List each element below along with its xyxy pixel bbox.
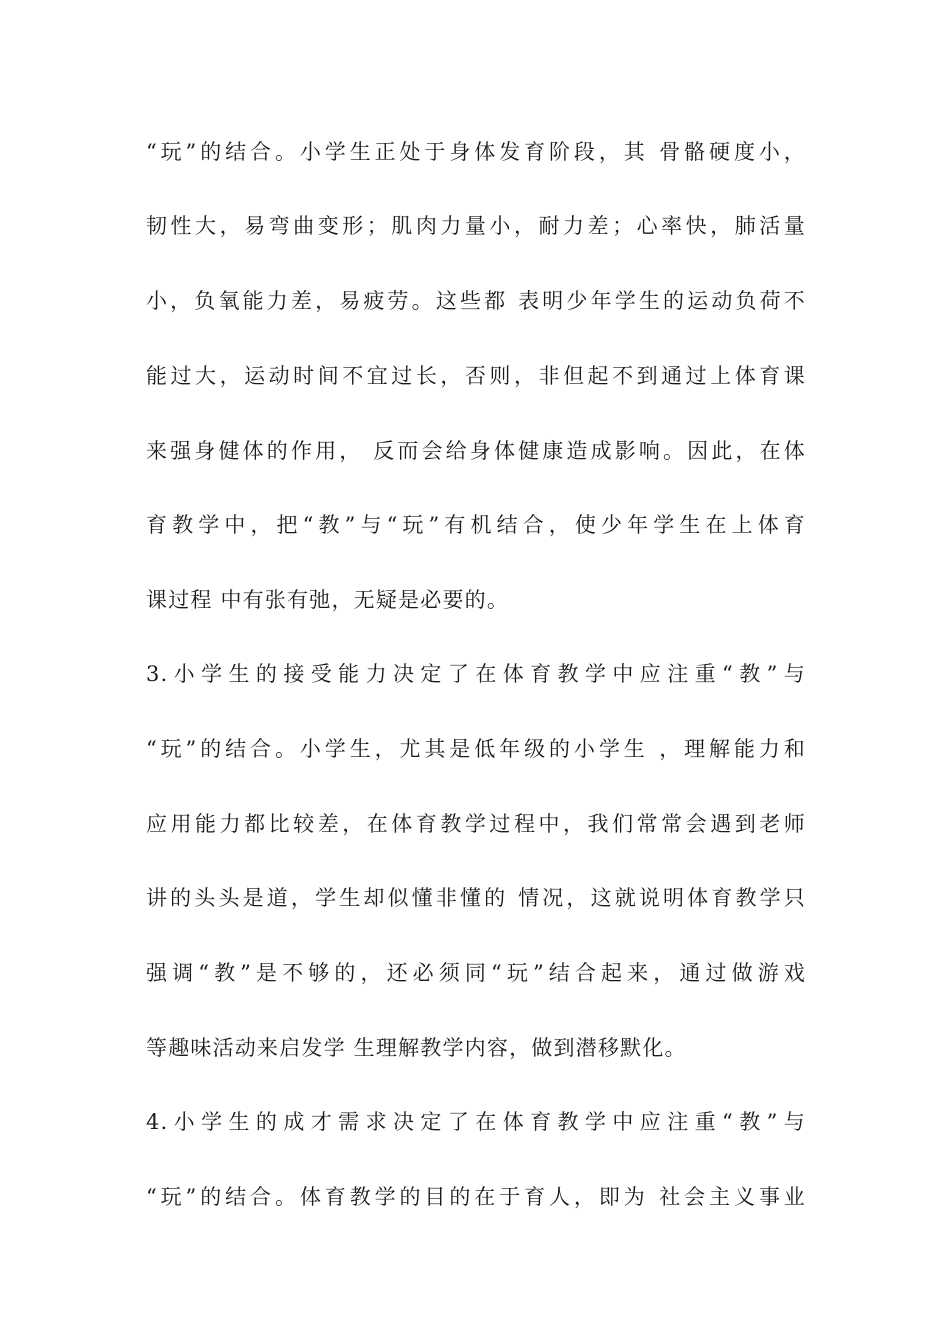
text-line-15: “玩”的结合。体育教学的目的在于育人，即为 社会主义事业 <box>146 1185 806 1209</box>
text-line-4: 能过大，运动时间不宜过长，否则，非但起不到通过上体育课 <box>146 364 806 388</box>
text-line-14: 4.小学生的成才需求决定了在体育教学中应注重“教”与 <box>146 1110 806 1134</box>
text-line-8: 3.小学生的接受能力决定了在体育教学中应注重“教”与 <box>146 662 806 686</box>
text-line-9: “玩”的结合。小学生，尤其是低年级的小学生 ，理解能力和 <box>146 737 806 761</box>
text-line-1: “玩”的结合。小学生正处于身体发育阶段，其 骨骼硬度小， <box>146 140 806 164</box>
text-line-13: 等趣味活动来启发学 生理解教学内容，做到潜移默化。 <box>146 1036 687 1060</box>
text-line-3: 小，负氧能力差，易疲劳。这些都 表明少年学生的运动负荷不 <box>146 289 806 313</box>
text-line-5: 来强身健体的作用， 反而会给身体健康造成影响。因此，在体 <box>146 439 806 463</box>
text-line-10: 应用能力都比较差，在体育教学过程中，我们常常会遇到老师 <box>146 812 806 836</box>
text-line-2: 韧性大，易弯曲变形；肌肉力量小，耐力差；心率快，肺活量 <box>146 214 806 238</box>
text-line-12: 强调“教”是不够的，还必须同“玩”结合起来，通过做游戏 <box>146 961 806 985</box>
text-line-11: 讲的头头是道，学生却似懂非懂的 情况，这就说明体育教学只 <box>146 886 806 910</box>
text-line-6: 育教学中，把“教”与“玩”有机结合，使少年学生在上体育 <box>146 513 806 537</box>
text-line-7: 课过程 中有张有弛，无疑是必要的。 <box>146 588 510 612</box>
